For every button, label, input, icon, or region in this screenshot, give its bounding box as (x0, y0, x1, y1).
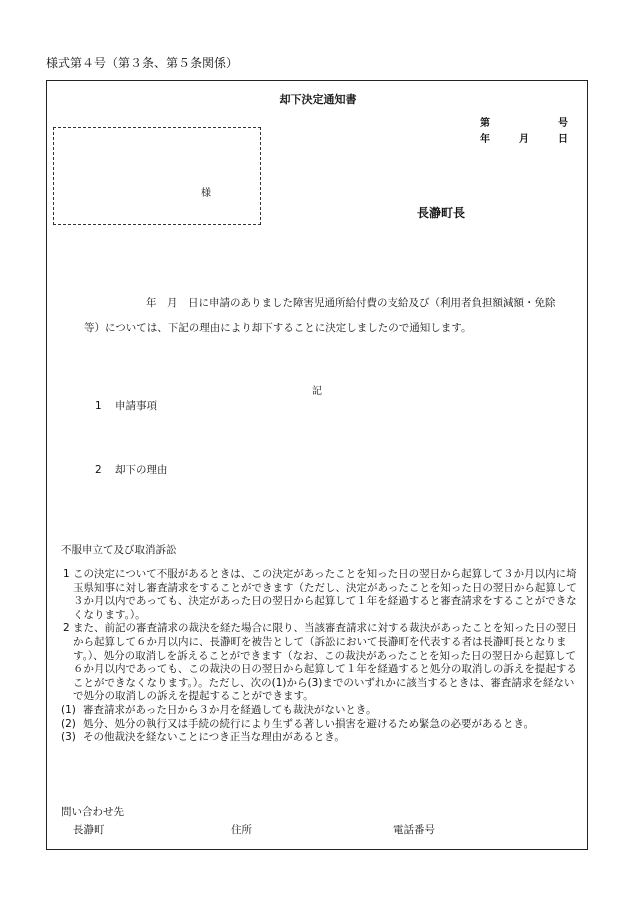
document-number-suffix: 号 (558, 118, 568, 129)
paragraph-number: 1 (63, 568, 70, 580)
appeal-sub-item (61, 731, 581, 745)
form-number-label: 様式第４号（第３条、第５条関係） (46, 56, 239, 70)
notice-body-text: 年 月 日に申請のありました障害児通所給付費の支給及び（利用者負担額減額・免除等）については、下記の理由により却下することに決定しましたので通知します。 (84, 297, 556, 334)
issue-date (480, 130, 568, 145)
sub-item-number: (2) (61, 717, 76, 730)
paragraph-text: この決定について不服があるときは、この決定があったことを知った日の翌日から起算して３か月以内に埼玉県知事に対し審査請求をすることができます（ただし、決定があったことを知った日の翌日から起算して３か月以内であっても、決定があった日の翌日から起算して１年を経過すると審査請求をすることができなくなります。）。 (73, 568, 577, 621)
item-application (95, 398, 157, 413)
appeal-sub-item (61, 718, 581, 732)
paragraph-number: 2 (63, 622, 70, 635)
item-rejection-reason (95, 462, 168, 477)
item-label: 申請事項 (115, 400, 157, 412)
contact-town: 長瀞町 (73, 824, 105, 836)
ki-heading: 記 (312, 386, 322, 397)
sub-item-text: その他裁決を経ないことにつき正当な理由があるとき。 (83, 731, 345, 744)
appeal-paragraph (61, 568, 581, 622)
sub-item-text: 処分、処分の執行又は手続の続行により生ずる著しい損害を避けるため緊急の必要があるとき。 (83, 717, 535, 730)
recipient-honorific: 様 (201, 188, 211, 199)
notice-frame (46, 80, 588, 850)
contact-address: 住所 (231, 824, 252, 836)
date-year: 年 (480, 134, 490, 145)
recipient-address-box (53, 127, 261, 225)
contact-phone: 電話番号 (393, 824, 435, 836)
issuer-name: 長瀞町長 (417, 206, 466, 220)
paragraph-text: また、前記の審査請求の裁決を経た場合に限り、当該審査請求に対する裁決があったことを知った日の翌日から起算して６か月以内に、長瀞町を被告として（訴訟において長瀞町を代表する者は長瀞町長となります。）、処分の取消しを訴えることができます（なお、この裁決があったことを知った日の翌日から起算して６か月以内であっても、この裁決の日の翌日から起算して１年を経過すると処分の取消しの訴えを提起することができなくなります。）。ただし、次の(1)から(3)までのいずれかに該当するときは、審査請求を経ないで処分の取消しの訴えを提起することができます。 (73, 622, 577, 703)
item-number: 1 (95, 400, 102, 412)
appeal-section (61, 568, 581, 745)
item-label: 却下の理由 (115, 464, 168, 476)
date-day: 日 (558, 134, 568, 145)
item-number: 2 (95, 464, 102, 476)
appeal-section-title: 不服申立て及び取消訴訟 (61, 544, 177, 556)
date-month: 月 (519, 134, 529, 145)
sub-item-text: 審査請求があった日から３か月を経過しても裁決がないとき。 (83, 703, 377, 716)
appeal-paragraph (61, 622, 581, 704)
document-title: 却下決定通知書 (279, 93, 357, 106)
contact-title: 問い合わせ先 (61, 806, 124, 818)
appeal-sub-item (61, 704, 581, 718)
sub-item-number: (3) (61, 731, 76, 744)
document-number-prefix: 第 (480, 118, 490, 129)
sub-item-number: (1) (61, 703, 76, 716)
notice-body (84, 291, 564, 341)
document-number (480, 114, 568, 129)
